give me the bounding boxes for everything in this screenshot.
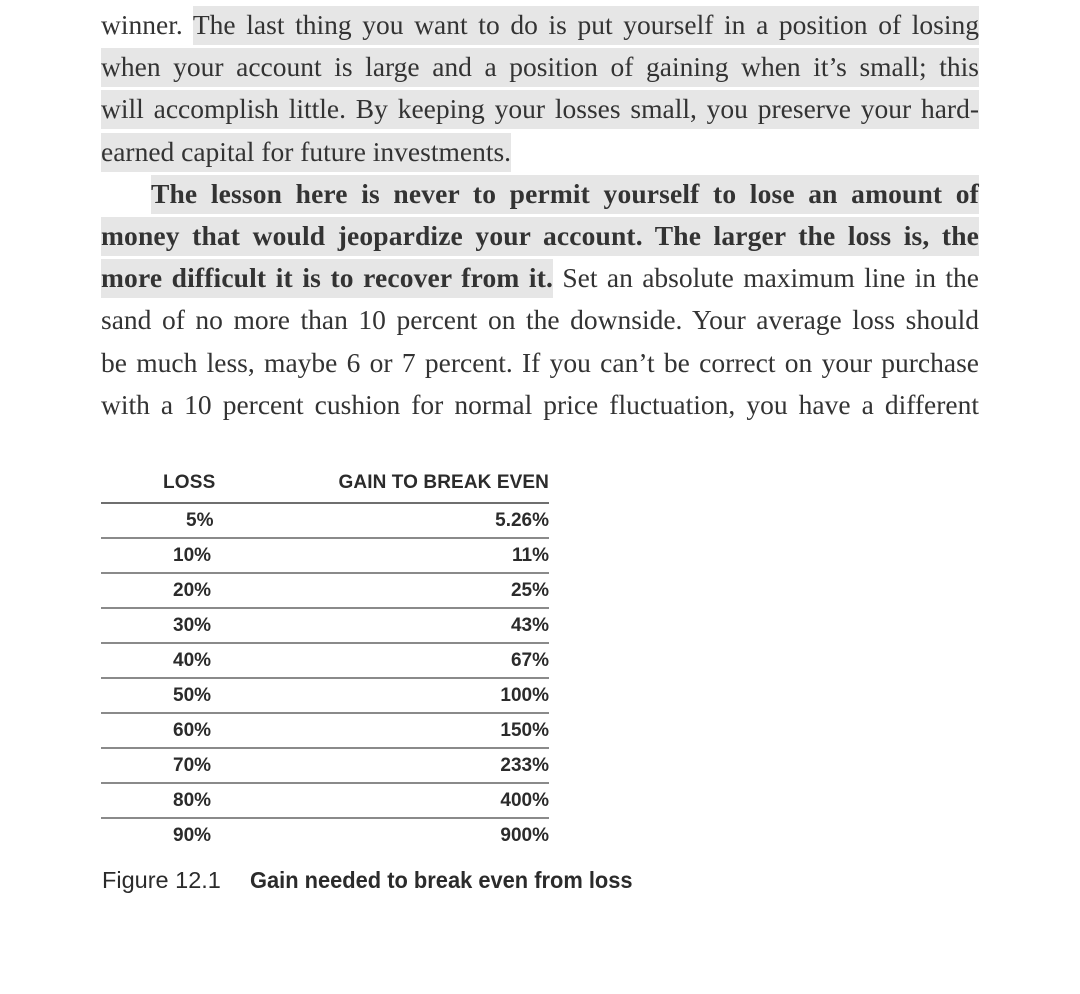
text-line-2 — [101, 46, 979, 88]
text-line-9 — [101, 342, 979, 384]
text-line-1 — [101, 4, 979, 46]
highlighted-text: when your account is large and a position of gaining when it’s small; this — [101, 48, 979, 87]
text-line-7 — [101, 257, 979, 299]
highlighted-bold-text: money that would jeopardize your account. The larger the loss is, the — [101, 217, 979, 256]
highlighted-text: will accomplish little. By keeping your losses small, you preserve your hard- — [101, 90, 979, 129]
plain-text: winner. — [101, 9, 193, 40]
gain-cell: 233% — [500, 755, 549, 776]
plain-text: Set an absolute maximum line in the — [553, 262, 979, 294]
gain-cell: 67% — [510, 650, 549, 671]
loss-cell: 20% — [173, 580, 212, 601]
gain-cell: 100% — [500, 685, 549, 706]
table-row — [101, 539, 549, 574]
figure-number: Figure 12.1 — [102, 867, 221, 893]
loss-cell: 30% — [173, 615, 212, 636]
plain-text: sand of no more than 10 percent on the downside. Your average loss should — [101, 304, 979, 336]
text-line-4 — [101, 131, 979, 173]
gain-cell: 11% — [512, 545, 549, 566]
header-gain: GAIN TO BREAK EVEN — [338, 472, 549, 493]
figure-caption — [102, 867, 661, 894]
loss-cell: 10% — [173, 545, 212, 566]
gain-cell: 43% — [510, 615, 549, 636]
gain-cell: 400% — [500, 790, 549, 811]
text-line-5 — [101, 173, 979, 215]
plain-text: with a 10 percent cushion for normal price fluctuation, you have a different — [101, 388, 979, 420]
text-line-8 — [101, 299, 979, 341]
plain-text: be much less, maybe 6 or 7 percent. If you can’t be correct on your purchase — [101, 346, 979, 378]
loss-cell: 60% — [173, 720, 212, 741]
highlighted-text: earned capital for future investments. — [101, 133, 511, 172]
loss-cell: 90% — [173, 825, 212, 846]
table-row — [101, 679, 549, 714]
highlighted-text: The last thing you want to do is put yourself in a position of losing — [193, 6, 979, 45]
gain-cell: 900% — [500, 825, 549, 846]
header-loss: LOSS — [163, 472, 216, 493]
table-row — [101, 749, 549, 784]
loss-cell: 50% — [173, 685, 212, 706]
text-line-6 — [101, 215, 979, 257]
table-row — [101, 574, 549, 609]
gain-cell: 25% — [510, 580, 549, 601]
loss-cell: 80% — [173, 790, 212, 811]
text-line-10 — [101, 384, 979, 426]
table-row — [101, 644, 549, 679]
loss-cell: 70% — [173, 755, 212, 776]
gain-cell: 5.26% — [495, 510, 549, 531]
table-row — [101, 784, 549, 819]
loss-cell: 40% — [173, 650, 212, 671]
body-text — [101, 4, 979, 426]
table-row — [101, 609, 549, 644]
text-line-3 — [101, 88, 979, 130]
break-even-table — [101, 470, 549, 852]
table-row — [101, 504, 549, 539]
highlighted-bold-text: The lesson here is never to permit yourself to lose an amount of — [151, 175, 979, 214]
highlighted-bold-text: more difficult it is to recover from it. — [101, 259, 553, 298]
table-row — [101, 714, 549, 749]
table-header — [101, 470, 549, 504]
figure-title: Gain needed to break even from loss — [249, 867, 633, 893]
loss-cell: 5% — [186, 510, 214, 531]
table-row — [101, 819, 549, 852]
gain-cell: 150% — [500, 720, 549, 741]
